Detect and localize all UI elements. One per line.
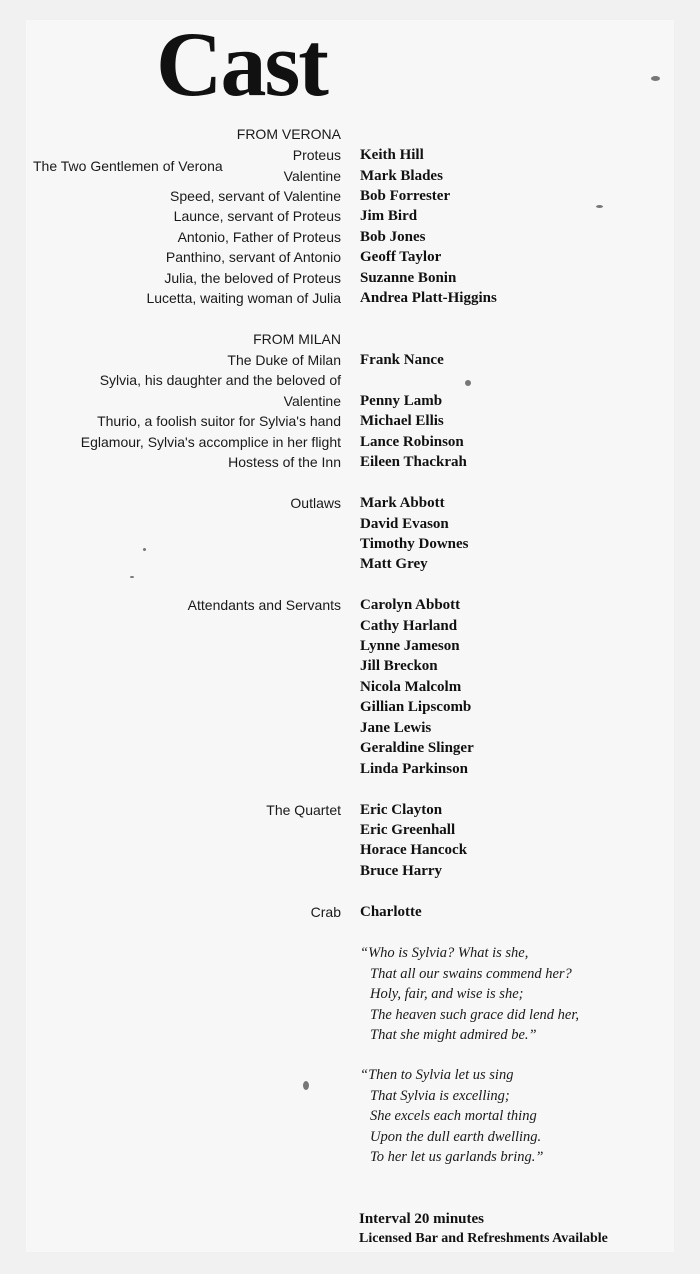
role-name: Panthino, servant of Antonio (165, 249, 341, 265)
group-label: The Two Gentlemen of Verona (33, 158, 223, 174)
cast-row (26, 206, 674, 226)
cast-row (26, 268, 674, 288)
actor-name: Geoff Taylor (360, 249, 442, 265)
actor-name: Bob Forrester (360, 188, 451, 204)
verse-line: The heaven such grace did lend her, (370, 1006, 579, 1023)
actor-name: Jane Lewis (360, 720, 432, 736)
cast-row (26, 840, 674, 860)
actor-name: Eric Clayton (360, 802, 443, 818)
role-name: Hostess of the Inn (228, 454, 341, 470)
role-name: Valentine (283, 168, 341, 184)
cast-row (26, 697, 674, 717)
actor-name: Timothy Downes (360, 536, 469, 552)
role-name: Julia, the beloved of Proteus (164, 270, 341, 286)
cast-row (26, 145, 674, 165)
cast-row (26, 227, 674, 247)
actor-name: Lynne Jameson (360, 638, 460, 654)
cast-row (26, 616, 674, 636)
role-name: Speed, servant of Valentine (170, 188, 341, 204)
role-name: Eglamour, Sylvia's accomplice in her flight (80, 434, 341, 450)
actor-name: Michael Ellis (360, 413, 444, 429)
actor-name: Eileen Thackrah (360, 454, 467, 470)
song-verse-1 (360, 943, 660, 1046)
actor-name: Eric Greenhall (360, 822, 456, 838)
role-name: Lucetta, waiting woman of Julia (146, 290, 341, 306)
cast-row (26, 166, 674, 186)
verse-line: Holy, fair, and wise is she; (370, 986, 524, 1003)
paper-speck (143, 548, 146, 551)
cast-row (26, 554, 674, 574)
cast-row (26, 861, 674, 881)
actor-name: Nicola Malcolm (360, 679, 462, 695)
cast-row (26, 186, 674, 206)
cast-row (26, 718, 674, 738)
actor-name: Mark Blades (360, 168, 443, 184)
verse-line: “Who is Sylvia? What is she, (360, 945, 529, 961)
actor-name: Cathy Harland (360, 618, 458, 634)
cast-row (26, 391, 674, 411)
cast-row (26, 452, 674, 472)
paper-speck (303, 1081, 309, 1090)
role-name: The Duke of Milan (227, 352, 341, 368)
role-name: Outlaws (290, 495, 341, 511)
cast-row (26, 656, 674, 676)
role-name: The Quartet (266, 802, 341, 818)
role-name: Valentine (283, 393, 341, 409)
role-name: Launce, servant of Proteus (173, 208, 341, 224)
actor-name: Gillian Lipscomb (360, 699, 472, 715)
actor-name: Frank Nance (360, 352, 444, 368)
actor-name: Geraldine Slinger (360, 740, 474, 756)
actor-name: Mark Abbott (360, 495, 445, 511)
interval-note: Interval 20 minutes (359, 1211, 484, 1227)
paper-speck (651, 76, 660, 81)
verse-line: That Sylvia is excelling; (370, 1087, 510, 1104)
actor-name: Penny Lamb (360, 393, 443, 409)
actor-name: David Evason (360, 516, 449, 532)
cast-row (26, 677, 674, 697)
actor-name: Jill Breckon (360, 658, 438, 674)
cast-row (26, 514, 674, 534)
verse-line: That all our swains commend her? (370, 965, 572, 982)
cast-row (26, 759, 674, 779)
actor-name: Bruce Harry (360, 863, 443, 879)
role-name: Crab (310, 904, 341, 920)
actor-name: Jim Bird (360, 208, 418, 224)
cast-row (26, 370, 674, 390)
role-name: Sylvia, his daughter and the beloved of (99, 372, 341, 388)
section-heading: FROM VERONA (236, 126, 341, 142)
cast-row (26, 636, 674, 656)
actor-name: Matt Grey (360, 556, 428, 572)
cast-row (26, 738, 674, 758)
verse-line: To her let us garlands bring.” (370, 1149, 544, 1166)
cast-row (26, 820, 674, 840)
actor-name: Linda Parkinson (360, 761, 468, 777)
paper-speck (596, 205, 603, 208)
section-heading-verona (26, 124, 674, 144)
actor-name: Keith Hill (360, 147, 424, 163)
actor-name: Horace Hancock (360, 842, 468, 858)
cast-row (26, 350, 674, 370)
verse-line: Upon the dull earth dwelling. (370, 1128, 542, 1145)
role-name: Proteus (292, 147, 341, 163)
cast-row (26, 247, 674, 267)
cast-row (26, 595, 674, 615)
role-name: Attendants and Servants (187, 597, 341, 613)
cast-row (26, 902, 674, 922)
cast-row (26, 411, 674, 431)
verse-line: She excels each mortal thing (370, 1108, 537, 1125)
actor-name: Andrea Platt-Higgins (360, 290, 497, 306)
page-title: Cast (156, 13, 327, 115)
cast-row (26, 493, 674, 513)
bar-note: Licensed Bar and Refreshments Available (359, 1231, 608, 1246)
actor-name: Charlotte (360, 904, 422, 920)
paper-speck (465, 380, 471, 386)
actor-name: Bob Jones (360, 229, 426, 245)
cast-row (26, 288, 674, 308)
paper-speck (130, 576, 134, 578)
section-heading-milan (26, 329, 674, 349)
role-name: Antonio, Father of Proteus (177, 229, 341, 245)
actor-name: Lance Robinson (360, 434, 464, 450)
role-name: Thurio, a foolish suitor for Sylvia's hand (97, 413, 341, 429)
cast-row (26, 432, 674, 452)
section-heading: FROM MILAN (253, 331, 341, 347)
cast-row (26, 800, 674, 820)
verse-line: That she might admired be.” (370, 1027, 537, 1044)
song-verse-2 (360, 1065, 660, 1168)
cast-row (26, 534, 674, 554)
actor-name: Suzanne Bonin (360, 270, 457, 286)
actor-name: Carolyn Abbott (360, 597, 461, 613)
verse-line: “Then to Sylvia let us sing (360, 1067, 514, 1083)
